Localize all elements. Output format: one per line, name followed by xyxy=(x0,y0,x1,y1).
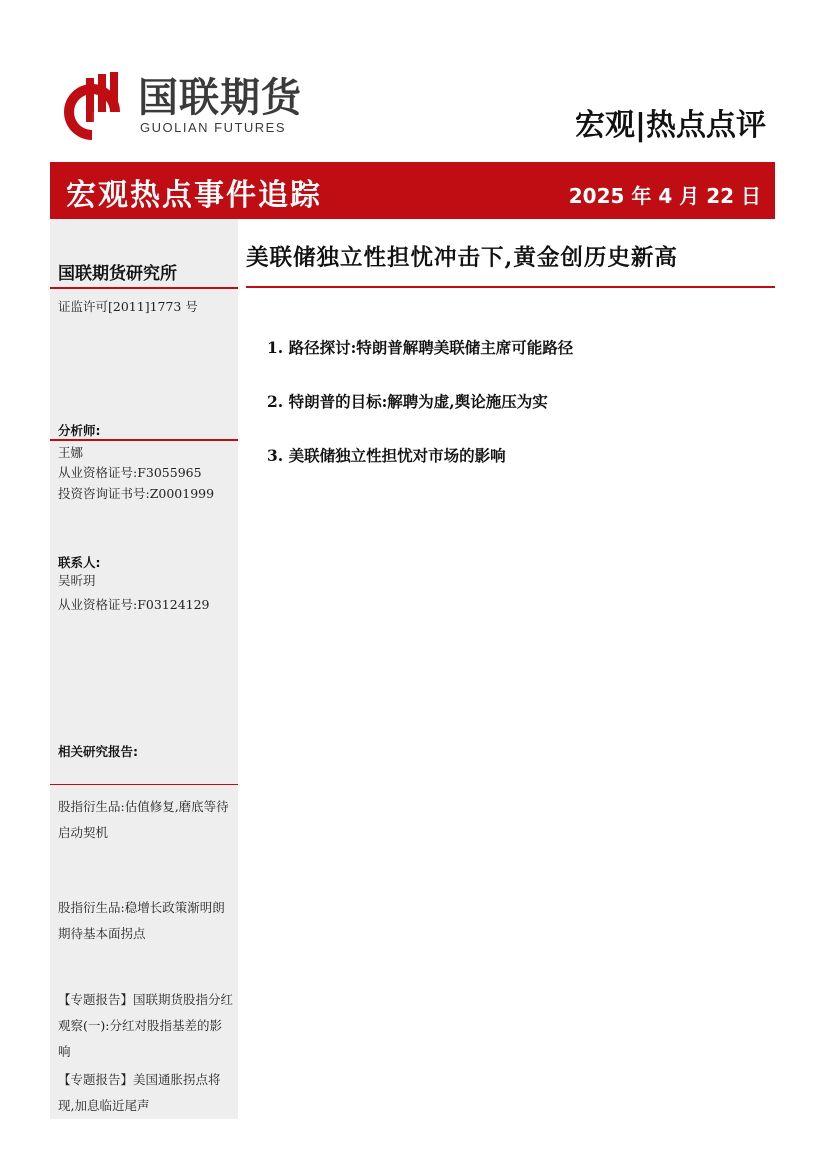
analyst-advisory-cert: 投资咨询证书号:Z0001999 xyxy=(58,486,215,501)
divider xyxy=(50,287,238,289)
logo-english-name: GUOLIAN FUTURES xyxy=(140,120,287,135)
table-of-contents xyxy=(267,336,573,498)
title-banner xyxy=(50,162,775,219)
contact-name: 吴昕玥 xyxy=(58,573,96,588)
analyst-cert: 从业资格证号:F3055965 xyxy=(58,465,202,480)
analyst-heading: 分析师: xyxy=(58,423,101,438)
banner-title: 宏观热点事件追踪 xyxy=(66,178,322,213)
info-sidebar xyxy=(50,219,238,1119)
contact-cert: 从业资格证号:F03124129 xyxy=(58,597,210,612)
divider xyxy=(50,439,238,441)
title-underline xyxy=(246,286,775,288)
report-category: 宏观|热点点评 xyxy=(575,108,766,143)
related-report[interactable]: 【专题报告】国联期货股指分红观察(一):分红对股指基差的影响 xyxy=(58,992,234,1059)
report-title: 美联储独立性担忧冲击下,黄金创历史新高 xyxy=(246,245,678,271)
related-report[interactable]: 【专题报告】美国通胀拐点将现,加息临近尾声 xyxy=(58,1072,221,1113)
related-report[interactable]: 股指衍生品:稳增长政策渐明朗 期待基本面拐点 xyxy=(58,900,225,941)
license-number: 证监许可[2011]1773 号 xyxy=(58,299,198,314)
divider xyxy=(50,784,238,785)
logo-chinese-name: 国联期货 xyxy=(138,75,302,121)
company-logo xyxy=(62,72,312,142)
analyst-name: 王娜 xyxy=(58,445,84,460)
related-reports-heading: 相关研究报告: xyxy=(58,744,138,759)
report-date: 2025 年 4 月 22 日 xyxy=(568,184,761,208)
guolian-logo-icon xyxy=(62,72,126,142)
related-report[interactable]: 股指衍生品:估值修复,磨底等待启动契机 xyxy=(58,799,229,840)
contact-heading: 联系人: xyxy=(58,555,101,570)
toc-item[interactable]: 3. 美联储独立性担忧对市场的影响 xyxy=(267,446,506,465)
toc-item[interactable]: 1. 路径探讨:特朗普解聘美联储主席可能路径 xyxy=(267,338,574,357)
toc-item[interactable]: 2. 特朗普的目标:解聘为虚,舆论施压为实 xyxy=(267,392,548,411)
institute-name: 国联期货研究所 xyxy=(58,264,177,284)
